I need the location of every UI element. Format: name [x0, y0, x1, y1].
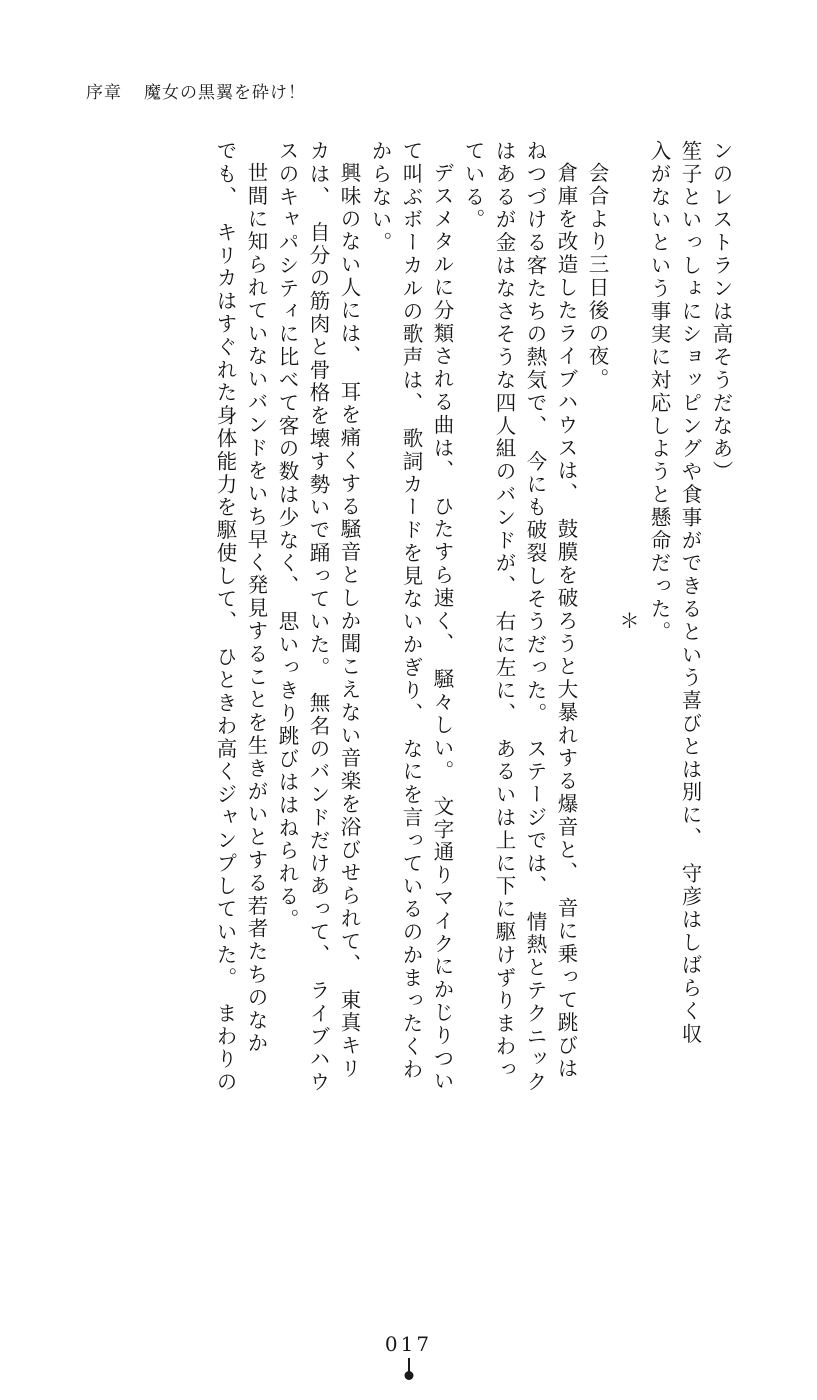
page-number: 017 [384, 1332, 433, 1356]
folio-dot [404, 1371, 413, 1380]
text-column: デスメタルに分類される曲は、 ひたすら速く、 騒々しい。 文字通りマイクにかじりつい [430, 162, 454, 1094]
chapter-title: 魔女の黒翼を砕け！ [144, 83, 306, 103]
text-column: スのキャパシティに比べて客の数は少なく、 思いっきり跳びははねられる。 [275, 140, 299, 932]
text-column: 倉庫を改造したライブハウスは、 鼓膜を破ろうと大暴れする爆音と、 音に乗って跳びは [554, 162, 578, 1081]
text-column: て叫ぶボーカルの歌声は、 歌詞カードを見ないかぎり、 なにを言っているのかまったくわ [399, 140, 423, 1082]
chapter-label: 序章 [86, 83, 122, 103]
text-column: 入がないという事実に対応しようと懸命だった。 [647, 140, 671, 644]
section-separator: ＊ [616, 610, 640, 633]
running-header [86, 78, 306, 103]
text-column: でも、 キリカはすぐれた身体能力を駆使して、 ひときわ高くジャンプしていた。 まわりの [213, 140, 237, 1094]
text-column: カは、 自分の筋肉と骨格を壊す勢いで踊っていた。 無名のバンドだけあって、 ライブハウ [306, 140, 330, 1094]
text-column: ンのレストランは高そうだなあ） [709, 140, 733, 484]
text-column: ている。 [461, 140, 485, 232]
text-column: 笙子といっしょにショッピングや食事ができるという喜びとは別に、 守彦はしばらく収 [678, 140, 702, 1046]
text-column: 世間に知られていないバンドをいち早く発見することを生きがいとする若者たちのなか [244, 162, 268, 1056]
body-text [111, 140, 731, 1220]
text-column: はあるが金はなさそうな四人組のバンドが、 右に左に、 あるいは上に下に駆けずりまわっ [492, 140, 516, 1082]
text-column: からない。 [368, 140, 392, 255]
text-column: 会合より三日後の夜。 [585, 162, 609, 391]
folio-stem [408, 1358, 410, 1372]
text-column: ねつづける客たちの熱気で、 今にも破裂しそうだった。 ステージでは、 情熱とテクニック [523, 140, 547, 1094]
text-column: 興味のない人には、 耳を痛くする騒音としか聞こえない音楽を浴びせられて、 東真キリ [337, 162, 361, 1081]
